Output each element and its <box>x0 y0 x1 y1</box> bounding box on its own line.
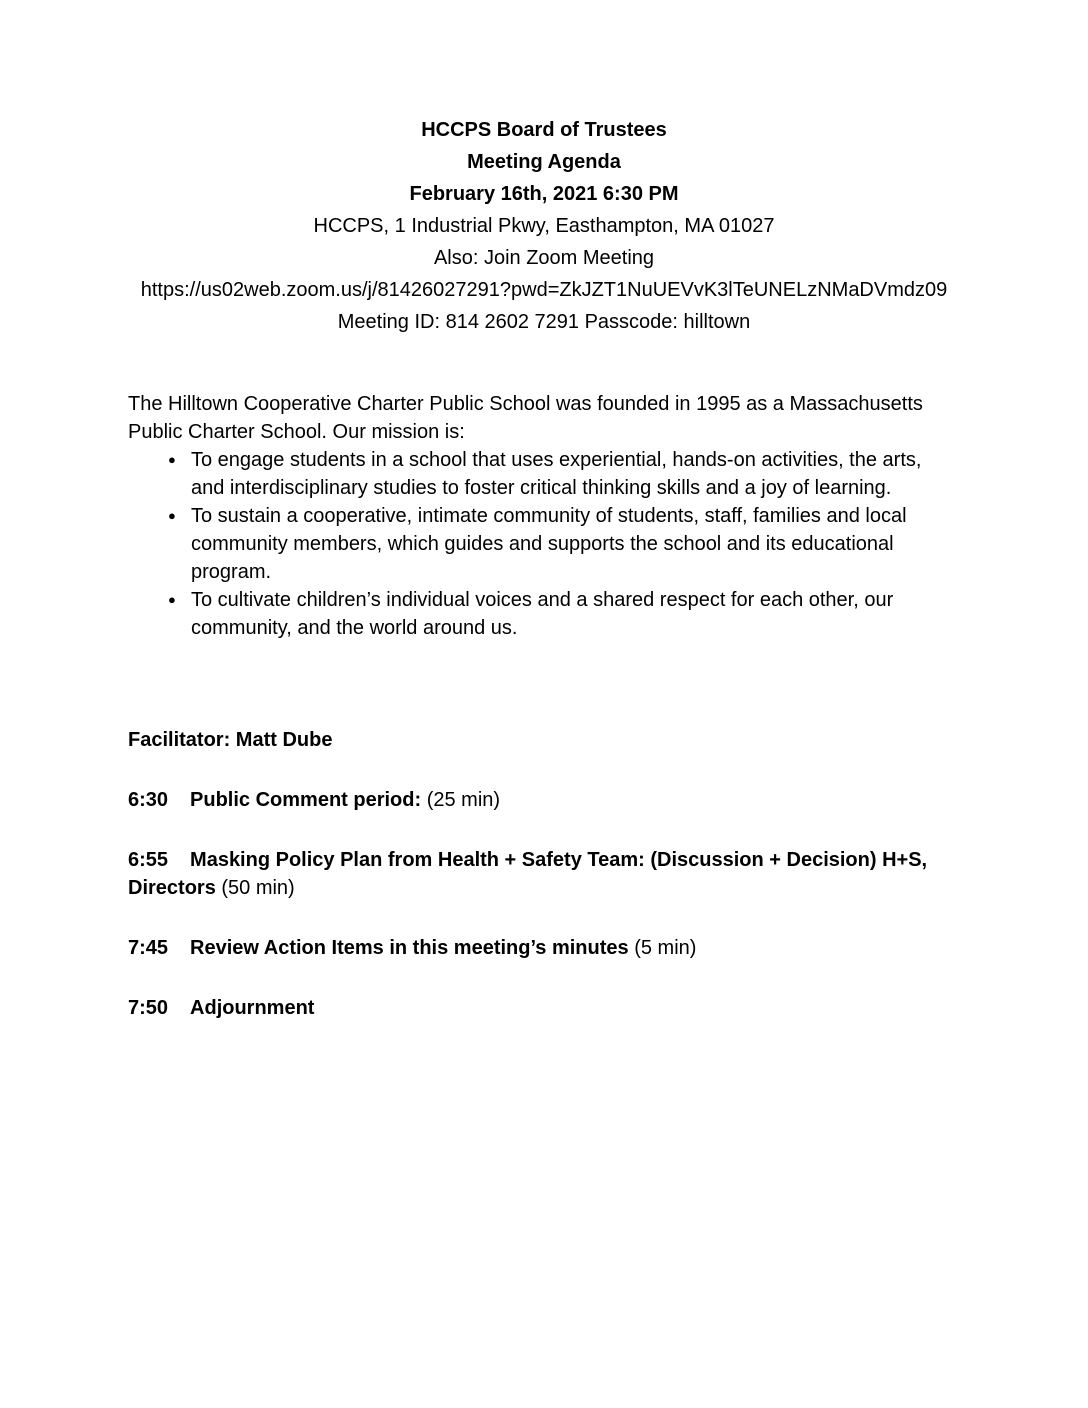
agenda-item-time: 6:30 <box>128 789 169 811</box>
agenda-item-title: Adjournment <box>190 997 315 1019</box>
agenda-item-title: Public Comment period: <box>190 789 422 811</box>
mission-intro: The Hilltown Cooperative Charter Public School was founded in 1995 as a Massachusetts Public Charter School. Our mission is: <box>128 393 923 443</box>
agenda-item-time: 7:50 <box>128 997 169 1019</box>
document-title: HCCPS Board of Trustees <box>421 119 667 141</box>
mission-section <box>128 390 960 642</box>
zoom-meeting-label: Also: Join Zoom Meeting <box>433 247 655 269</box>
agenda-item-title: Review Action Items in this meeting’s minutes <box>190 937 629 959</box>
agenda-item <box>128 786 960 814</box>
mission-bullet: ● To sustain a cooperative, intimate community of students, staff, families and local community members, which guides and supports the school and its educational program. <box>168 502 960 586</box>
meeting-location: HCCPS, 1 Industrial Pkwy, Easthampton, MA 01027 <box>313 215 775 237</box>
mission-bullet: ● To cultivate children’s individual voices and a shared respect for each other, our community, and the world around us. <box>168 586 960 642</box>
mission-bullet-list <box>128 446 960 642</box>
mission-bullet: ● To engage students in a school that uses experiential, hands-on activities, the arts, and interdisciplinary studies to foster critical thinking skills and a joy of learning. <box>168 446 960 502</box>
agenda-item-duration: (50 min) <box>215 877 295 899</box>
document-subtitle: Meeting Agenda <box>467 151 621 173</box>
meeting-id-passcode: Meeting ID: 814 2602 7291 Passcode: hilltown <box>337 311 751 333</box>
facilitator-line: Facilitator: Matt Dube <box>128 729 333 751</box>
agenda-item-duration: (5 min) <box>628 937 697 959</box>
agenda-item-duration: (25 min) <box>421 789 501 811</box>
zoom-meeting-url: https://us02web.zoom.us/j/81426027291?pwd=ZkJZT1NuUEVvK3lTeUNELzNMaDVmdz09 <box>140 279 948 301</box>
agenda-item-title: Masking Policy Plan from Health + Safety Team: (Discussion + Decision) H+S, Directors <box>128 849 928 899</box>
meeting-datetime: February 16th, 2021 6:30 PM <box>409 183 679 205</box>
document-header <box>128 116 960 336</box>
agenda-item-time: 7:45 <box>128 937 169 959</box>
agenda-item <box>128 846 960 902</box>
agenda-item-time: 6:55 <box>128 849 169 871</box>
agenda-item <box>128 934 960 962</box>
agenda-item <box>128 994 960 1022</box>
